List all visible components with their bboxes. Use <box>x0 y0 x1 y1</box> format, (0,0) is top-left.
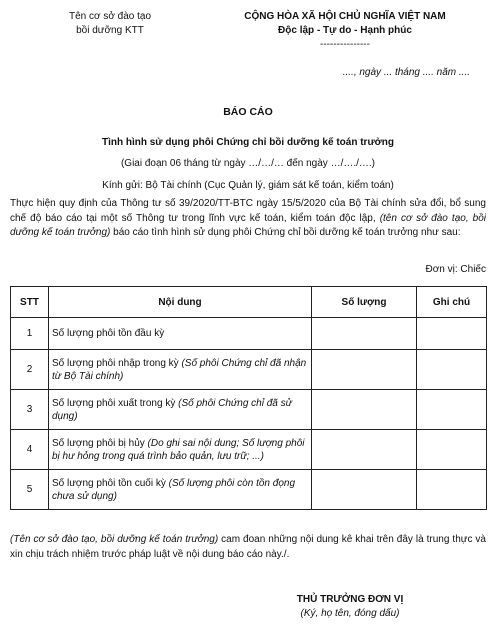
intro-text-c: báo cáo tình hình sử dụng phôi Chứng chỉ bồi dưỡng kế toán trưởng như sau: <box>110 227 461 238</box>
row-quantity <box>312 350 417 390</box>
row-quantity <box>312 390 417 430</box>
row-text: Số lượng phôi bị hủy <box>52 437 148 449</box>
nation-title: CỘNG HÒA XÃ HỘI CHỦ NGHĨA VIỆT NAM <box>244 11 446 22</box>
closing-org-placeholder: (Tên cơ sở đào tạo, bồi dưỡng kế toán trưởng) <box>10 534 219 545</box>
table-header-row <box>11 287 487 318</box>
row-remarks <box>417 430 487 470</box>
row-note: (Số phôi Chứng chỉ đã sử dụng) <box>52 397 292 422</box>
signature-block <box>240 593 460 621</box>
row-note: (Do ghi sai nội dung; Số lượng phôi bị hư hỏng trong quá trình bảo quản, lưu trữ; ...) <box>52 437 305 462</box>
signature-note: (Ký, họ tên, đóng dấu) <box>300 608 400 619</box>
table-row <box>11 318 487 350</box>
closing-statement <box>10 532 486 562</box>
row-text: Số lượng phôi tồn đầu kỳ <box>52 328 165 339</box>
row-content <box>49 350 312 390</box>
row-content <box>49 470 312 510</box>
row-text: Số lượng phôi xuất trong kỳ <box>52 397 179 409</box>
row-content <box>49 430 312 470</box>
intro-paragraph <box>10 197 486 241</box>
row-remarks <box>417 390 487 430</box>
row-stt: 4 <box>11 430 49 470</box>
report-table <box>10 286 487 510</box>
header-content: Nội dung <box>49 287 312 318</box>
intro-text-a: Thực hiện quy định của Thông tư số 39/2020/TT-BTC ngày 15/5/2020 của Bộ Tài chính sửa đổi, bổ sung chế độ báo cáo tại một số Thông tư trong lĩnh vực kế toán, kiểm toán độc lập, <box>10 198 486 224</box>
org-header <box>30 10 190 38</box>
report-period: (Giai đoạn 06 tháng từ ngày …/…/… đến ngày …/…./….) <box>120 158 376 169</box>
row-stt: 2 <box>11 350 49 390</box>
table-row <box>11 390 487 430</box>
org-name-line2: bồi dưỡng KTT <box>76 25 144 36</box>
signature-title: THỦ TRƯỞNG ĐƠN VỊ <box>296 594 404 605</box>
row-stt: 1 <box>11 318 49 350</box>
org-name-line1: Tên cơ sở đào tạo <box>68 11 152 22</box>
report-date: ...., ngày ... tháng .... năm .... <box>342 67 470 78</box>
row-stt: 5 <box>11 470 49 510</box>
row-quantity <box>312 470 417 510</box>
row-note: (Số lượng phôi còn tồn đọng chưa sử dụng) <box>52 477 296 502</box>
unit-label: Đơn vị: Chiếc <box>425 264 486 275</box>
report-subtitle: Tình hình sử dụng phôi Chứng chỉ bồi dưỡng kế toán trưởng <box>101 137 395 148</box>
national-header <box>210 10 480 52</box>
row-content <box>49 390 312 430</box>
motto-underline: --------------- <box>320 39 370 50</box>
intro-org-placeholder: (tên cơ sở đào tạo, bồi dưỡng kế toán trưởng) <box>10 212 487 238</box>
row-remarks <box>417 350 487 390</box>
closing-text: cam đoan những nội dung kê khai trên đây là trung thực và xin chịu trách nhiệm trước pháp luật về nội dung báo cáo này./. <box>10 534 486 560</box>
row-quantity <box>312 430 417 470</box>
row-remarks <box>417 470 487 510</box>
report-title: BÁO CÁO <box>223 106 273 118</box>
header-stt: STT <box>11 287 49 318</box>
row-note: (Số phôi Chứng chỉ đã nhận từ Bộ Tài chính) <box>52 357 307 382</box>
table-row <box>11 350 487 390</box>
row-quantity <box>312 318 417 350</box>
row-content <box>49 318 312 350</box>
row-text: Số lượng phôi tồn cuối kỳ <box>52 477 169 489</box>
row-remarks <box>417 318 487 350</box>
motto: Độc lập - Tự do - Hạnh phúc <box>278 25 412 36</box>
row-stt: 3 <box>11 390 49 430</box>
header-note: Ghi chú <box>417 287 487 318</box>
table-row <box>11 430 487 470</box>
header-quantity: Số lượng <box>312 287 417 318</box>
recipient-line: Kính gửi: Bộ Tài chính (Cục Quản lý, giám sát kế toán, kiểm toán) <box>102 180 394 191</box>
row-text: Số lượng phôi nhập trong kỳ <box>52 357 182 369</box>
table-row <box>11 470 487 510</box>
